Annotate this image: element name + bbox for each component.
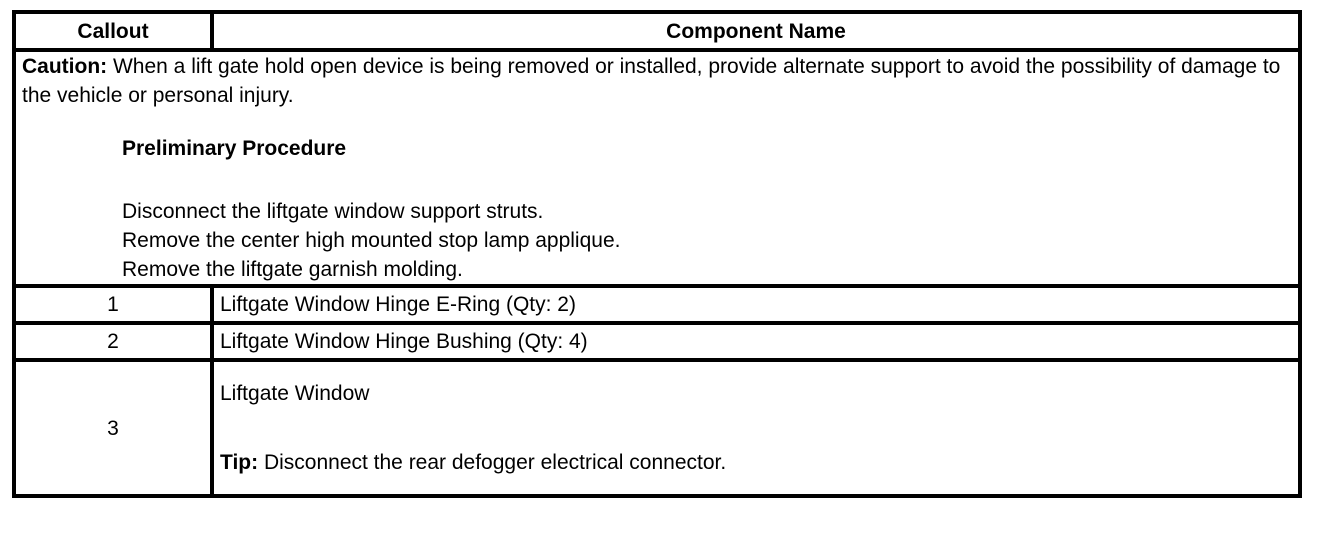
callout-number: 2 bbox=[14, 323, 212, 360]
tip-text: Disconnect the rear defogger electrical connector. bbox=[258, 451, 727, 474]
table-header-row bbox=[14, 12, 1300, 50]
tip-paragraph bbox=[220, 448, 1292, 477]
component-name: Liftgate Window Hinge Bushing (Qty: 4) bbox=[212, 323, 1300, 360]
table-row bbox=[14, 360, 1300, 496]
tip-label: Tip: bbox=[220, 451, 259, 474]
preliminary-procedure-title: Preliminary Procedure bbox=[122, 137, 347, 160]
component-name: Liftgate Window bbox=[220, 382, 370, 405]
caution-label: Caution: bbox=[22, 55, 108, 78]
component-name: Liftgate Window Hinge E-Ring (Qty: 2) bbox=[212, 286, 1300, 323]
preliminary-step: Disconnect the liftgate window support struts. bbox=[122, 200, 544, 223]
caution-row bbox=[14, 50, 1300, 286]
header-callout: Callout bbox=[14, 12, 212, 50]
component-table bbox=[12, 10, 1302, 498]
table-row bbox=[14, 323, 1300, 360]
preliminary-step: Remove the center high mounted stop lamp applique. bbox=[122, 229, 621, 252]
preliminary-step: Remove the liftgate garnish molding. bbox=[122, 258, 463, 281]
caution-text: When a lift gate hold open device is being removed or installed, provide alternate support to avoid the possibility of damage to the vehicle or personal injury. bbox=[22, 55, 1281, 107]
caution-cell bbox=[14, 50, 1300, 286]
table-row bbox=[14, 286, 1300, 323]
caution-paragraph bbox=[22, 52, 1292, 110]
component-cell bbox=[212, 360, 1300, 496]
callout-number: 1 bbox=[14, 286, 212, 323]
header-component-name: Component Name bbox=[212, 12, 1300, 50]
callout-number: 3 bbox=[14, 360, 212, 496]
